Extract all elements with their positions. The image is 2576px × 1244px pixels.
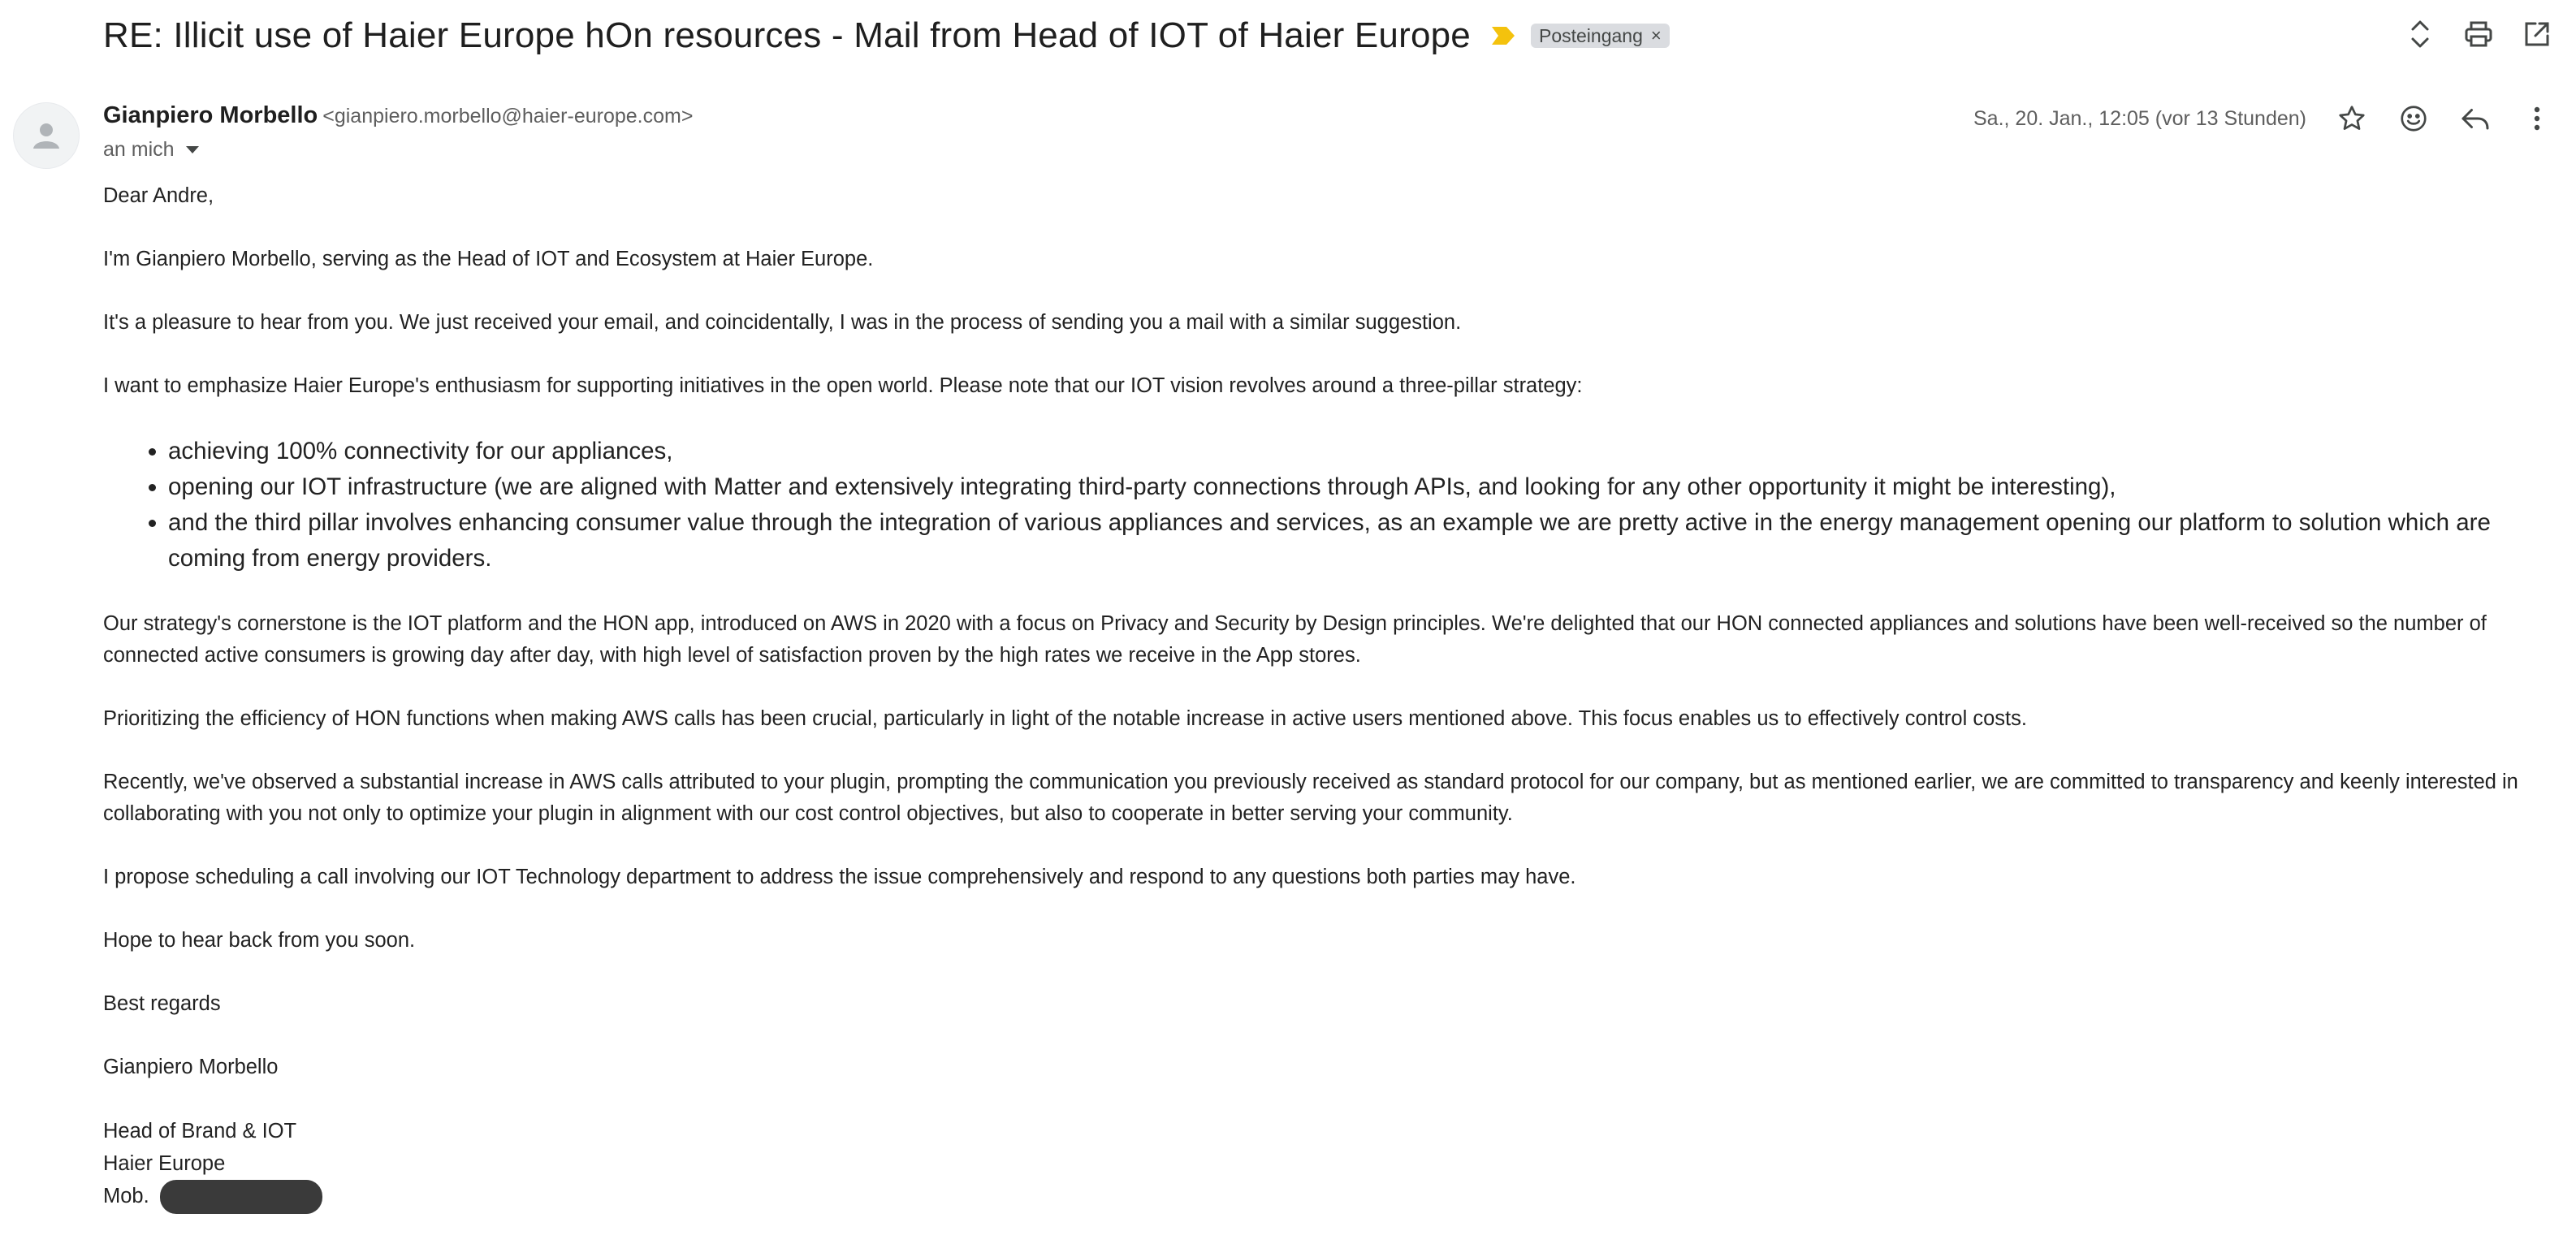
signature bbox=[103, 988, 2548, 1214]
body-paragraph: It's a pleasure to hear from you. We just received your email, and coincidentally, I was in the process of sending you a mail with a similar suggestion. bbox=[103, 311, 1462, 334]
more-vertical-icon[interactable] bbox=[2521, 102, 2553, 135]
person-avatar-icon bbox=[30, 119, 63, 152]
emoji-reaction-icon[interactable] bbox=[2397, 102, 2430, 135]
sender-line bbox=[103, 102, 693, 129]
body-paragraph: Recently, we've observed a substantial increase in AWS calls attributed to your plugin, prompting the communication you previously received as standard protocol for our company, but as mentioned earlier, we are committed to transparency and keenly interested in collaborating with you not only to optimize your plugin in alignment with our cost control objectives, but also to cooperate in better serving your community. bbox=[103, 771, 2518, 825]
message-timestamp: Sa., 20. Jan., 12:05 (vor 13 Stunden) bbox=[1973, 106, 2306, 130]
signature-name: Gianpiero Morbello bbox=[103, 1056, 279, 1078]
body-paragraph: Prioritizing the efficiency of HON functions when making AWS calls has been crucial, particularly in light of the notable increase in active users mentioned above. This focus enables us to effectively control costs. bbox=[103, 707, 2027, 730]
chevron-down-icon[interactable] bbox=[186, 146, 199, 153]
expand-collapse-icon[interactable] bbox=[2404, 18, 2436, 50]
label-chip-inbox[interactable] bbox=[1531, 24, 1670, 48]
message-body bbox=[103, 180, 2548, 1214]
email-subject: RE: Illicit use of Haier Europe hOn resources - Mail from Head of IOT of Haier Europe bbox=[103, 15, 1471, 55]
signature-company: Haier Europe bbox=[103, 1152, 226, 1175]
signature-details bbox=[103, 1115, 2548, 1214]
label-chip-text: Posteingang bbox=[1538, 24, 1643, 46]
closing: Best regards bbox=[103, 992, 221, 1015]
reply-icon[interactable] bbox=[2459, 102, 2492, 135]
remove-label-button[interactable]: × bbox=[1650, 25, 1662, 45]
thread-actions bbox=[2404, 18, 2553, 50]
body-paragraph: Hope to hear back from you soon. bbox=[103, 929, 416, 952]
sender-avatar[interactable] bbox=[13, 102, 80, 169]
body-paragraph: Our strategy's cornerstone is the IOT platform and the HON app, introduced on AWS in 2020 with a focus on Privacy and Security by Design principles. We're delighted that our HON connected appliances and solutions have been well-received so the number of connected active consumers is growing day after day, with high level of satisfaction proven by the high rates we receive in the App stores. bbox=[103, 612, 2487, 667]
list-item: • and the third pillar involves enhancing consumer value through the integration of various appliances and services, as an example we are pretty active in the energy management opening our platform to solution which are coming from energy providers. bbox=[168, 505, 2548, 577]
recipient-details-toggle[interactable] bbox=[103, 138, 199, 162]
body-paragraph: I want to emphasize Haier Europe's enthusiasm for supporting initiatives in the open world. Please note that our IOT vision revolves around a three-pillar strategy: bbox=[103, 374, 1583, 397]
list-item: • opening our IOT infrastructure (we are aligned with Matter and extensively integrating third-party connections through APIs, and looking for any other opportunity it might be interesting), bbox=[168, 469, 2548, 505]
print-icon[interactable] bbox=[2462, 18, 2495, 50]
star-icon[interactable] bbox=[2336, 102, 2368, 135]
body-paragraph: I propose scheduling a call involving our IOT Technology department to address the issue comprehensively and respond to any questions both parties may have. bbox=[103, 866, 1576, 888]
mobile-label: Mob. bbox=[103, 1185, 149, 1207]
signature-mobile bbox=[103, 1180, 2548, 1214]
redacted-phone-number bbox=[160, 1180, 322, 1214]
open-in-new-window-icon[interactable] bbox=[2521, 18, 2553, 50]
sender-name[interactable]: Gianpiero Morbello bbox=[103, 102, 318, 128]
message-actions bbox=[1973, 102, 2553, 135]
importance-marker-icon[interactable] bbox=[1492, 27, 1515, 45]
list-item: • achieving 100% connectivity for our appliances, bbox=[168, 434, 2548, 469]
signature-title: Head of Brand & IOT bbox=[103, 1120, 297, 1142]
greeting: Dear Andre, bbox=[103, 184, 214, 207]
recipient-text: an mich bbox=[103, 138, 175, 161]
pillar-list bbox=[103, 434, 2548, 577]
body-paragraph: I'm Gianpiero Morbello, serving as the Head of IOT and Ecosystem at Haier Europe. bbox=[103, 248, 874, 270]
sender-email: <gianpiero.morbello@haier-europe.com> bbox=[322, 105, 694, 127]
subject-row bbox=[103, 13, 1670, 58]
